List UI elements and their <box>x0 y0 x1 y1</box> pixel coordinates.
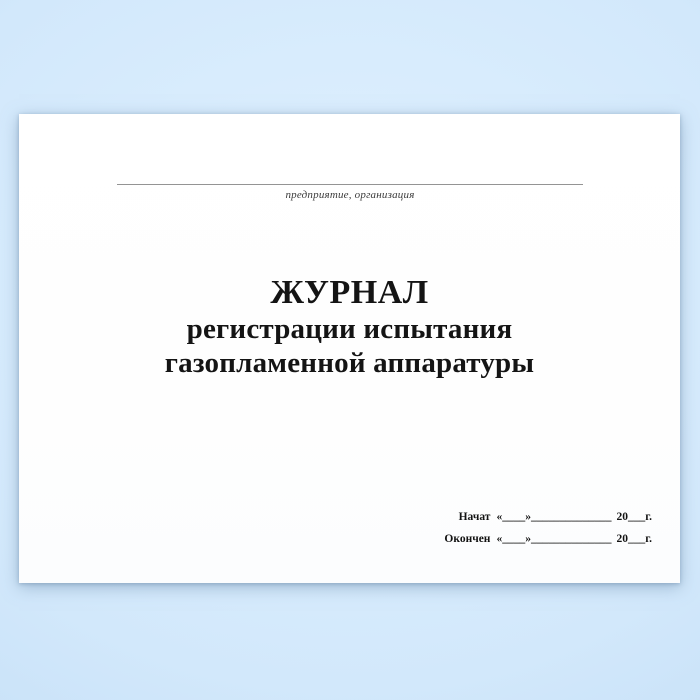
journal-subtitle-line1: регистрации испытания <box>186 313 513 346</box>
title-block <box>19 274 680 379</box>
dates-block <box>444 506 652 550</box>
journal-title: ЖУРНАЛ <box>270 274 429 311</box>
started-year-blank: 20___г. <box>616 511 652 523</box>
journal-cover-page <box>19 114 680 583</box>
organization-blank-line <box>117 184 583 203</box>
started-blank-line: «____»______________ <box>496 511 612 523</box>
started-row <box>444 506 652 528</box>
organization-caption: предприятие, организация <box>285 189 415 201</box>
finished-year-blank: 20___г. <box>616 533 652 545</box>
finished-blank-line: «____»______________ <box>496 533 612 545</box>
finished-label: Окончен <box>444 533 491 545</box>
journal-subtitle-line2: газопламенной аппаратуры <box>164 347 535 380</box>
started-label: Начат <box>458 511 491 523</box>
finished-row <box>444 528 652 550</box>
